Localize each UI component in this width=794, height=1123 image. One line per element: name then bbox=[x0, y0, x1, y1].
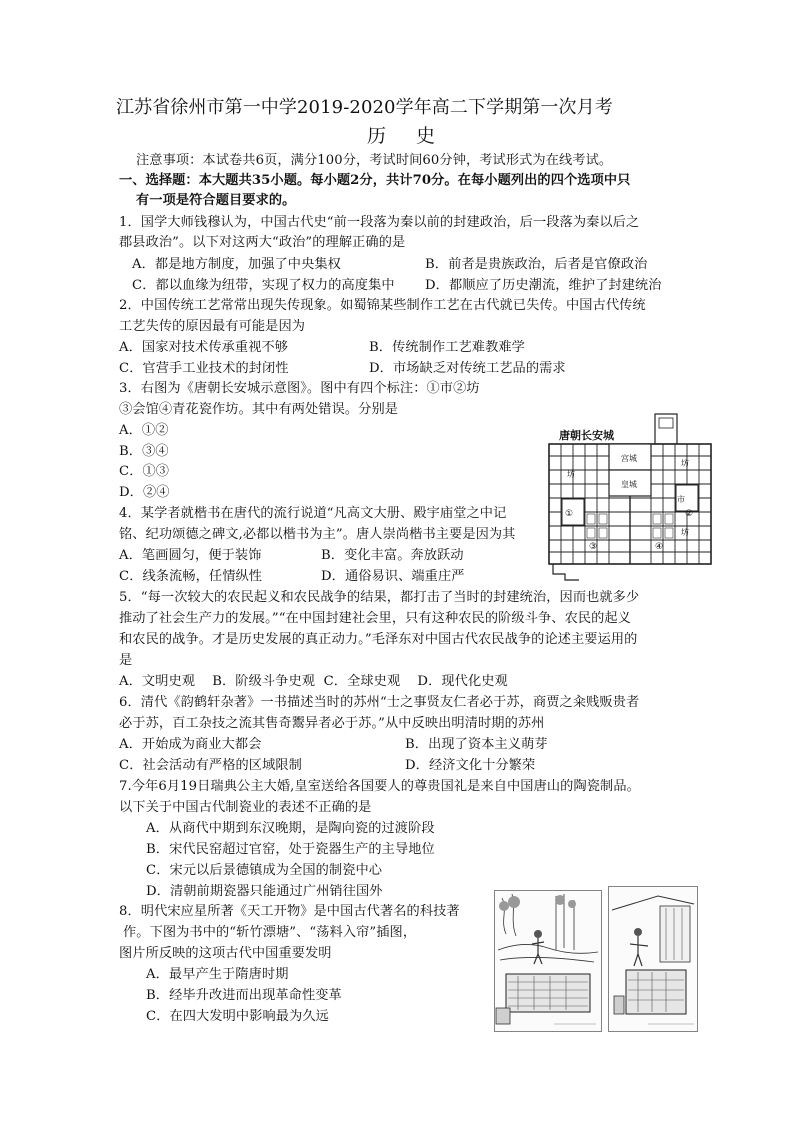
map-ward-label-east: 坊 bbox=[681, 459, 689, 468]
question-4-option-b: B．变化丰富。奔放跃动 bbox=[321, 548, 464, 563]
question-2-option-d: D．市场缺乏对传统工艺品的需求 bbox=[369, 361, 566, 376]
map-ward-label-southeast: 坊 bbox=[681, 528, 689, 537]
question-6-stem: 6．清代《韵鹤轩杂著》一书描述当时的苏州“士之事贤友仁者必于苏，商贾之籴贱贩贵者 bbox=[119, 695, 640, 710]
question-7-stem: 7.今年6月19日瑞典公主大婚,皇室送给各国要人的尊贵国礼是来自中国唐山的陶瓷制品。 bbox=[119, 779, 640, 794]
question-5-stem-2: 推动了社会生产力的发展。”“在中国封建社会里，只有这种农民的阶级斗争、农民的起义 bbox=[119, 611, 632, 626]
question-5-stem-3: 和农民的战争。才是历史发展的真正动力。”毛泽东对中国古代农民战争的论述主要运用的 bbox=[119, 632, 638, 647]
question-6-option-a: A．开始成为商业大都会 bbox=[119, 737, 262, 752]
question-4-stem: 4．某学者就楷书在唐代的流行说道“凡高文大册、殿宇庙堂之中记 bbox=[119, 506, 507, 521]
question-1-option-a: A．都是地方制度，加强了中央集权 bbox=[132, 257, 341, 272]
question-8-stem-3: 图片所反映的这项古代中国重要发明 bbox=[119, 946, 332, 961]
map-mark-2: ② bbox=[685, 509, 694, 519]
question-2-option-a: A．国家对技术传承重视不够 bbox=[119, 340, 289, 355]
map-palace-label: 宫城 bbox=[621, 454, 637, 463]
question-5-stem: 5．“每一次较大的农民起义和农民战争的结果，都打击了当时的封建统治，因而也就多少 bbox=[119, 590, 640, 605]
question-1-option-b: B．前者是贵族政治，后者是官僚政治 bbox=[425, 257, 648, 272]
exam-title: 江苏省徐州市第一中学2019-2020学年高二下学期第一次月考 bbox=[116, 97, 613, 118]
question-1-stem-cont: 郡县政治”。以下对这两大“政治”的理解正确的是 bbox=[119, 235, 406, 250]
question-3-option-b: B．③④ bbox=[119, 444, 169, 459]
section-heading-cont: 有一项是符合题目要求的。 bbox=[136, 193, 296, 208]
question-2-option-b: B．传统制作工艺难教难学 bbox=[369, 340, 525, 355]
exam-notice: 注意事项：本试卷共6页，满分100分，考试时间60分钟，考试形式为在线考试。 bbox=[136, 153, 613, 168]
map-mark-3: ③ bbox=[589, 542, 598, 552]
question-3-stem: 3．右图为《唐朝长安城示意图》。图中有四个标注：①市②坊 bbox=[119, 381, 480, 396]
map-ward-label-west: 坊 bbox=[567, 470, 575, 479]
question-3-option-a: A．①② bbox=[119, 423, 169, 438]
question-1-option-c: C．都以血缘为纽带，实现了权力的高度集中 bbox=[132, 278, 395, 293]
question-6-option-b: B．出现了资本主义萌芽 bbox=[405, 737, 548, 752]
question-3-option-d: D．②④ bbox=[119, 485, 170, 500]
question-8-option-c: C．在四大发明中影响最为久远 bbox=[146, 1009, 329, 1024]
question-4-option-a: A．笔画圆匀，便于装饰 bbox=[119, 548, 262, 563]
question-8-option-a: A．最早产生于隋唐时期 bbox=[146, 967, 289, 982]
question-1-option-d: D．都顺应了历史潮流，维护了封建统治 bbox=[425, 278, 662, 293]
question-7-stem-cont: 以下关于中国古代制瓷业的表述不正确的是 bbox=[119, 800, 372, 815]
question-4-option-c: C．线条流畅，任情纵性 bbox=[119, 569, 263, 584]
question-6-option-c: C．社会活动有严格的区域限制 bbox=[119, 758, 302, 773]
subject-title: 历 史 bbox=[367, 125, 448, 147]
changan-map-figure bbox=[545, 412, 717, 582]
question-8-stem-2: 作。下图为书中的“斩竹漂塘”、“荡料入帘”插图， bbox=[123, 925, 417, 940]
map-imperial-label: 皇城 bbox=[621, 480, 637, 489]
question-2-option-c: C．官营手工业技术的封闭性 bbox=[119, 361, 289, 376]
question-8-option-b: B．经毕升改进而出现革命性变革 bbox=[146, 988, 342, 1003]
question-4-stem-cont: 铭、纪功颂德之碑文,必都以楷书为主”。唐人崇尚楷书主要是因为其 bbox=[119, 527, 516, 542]
map-title: 唐朝长安城 bbox=[559, 429, 614, 442]
question-7-option-d: D．清朝前期瓷器只能通过广州销往国外 bbox=[146, 884, 383, 899]
question-2-stem: 2．中国传统工艺常常出现失传现象。如蜀锦某些制作工艺在古代就已失传。中国古代传统 bbox=[119, 298, 646, 313]
paper-dipping-illustration bbox=[608, 886, 698, 1032]
question-3-stem-cont: ③会馆④青花瓷作坊。其中有两处错误。分别是 bbox=[119, 402, 399, 417]
question-6-stem-cont: 必于苏，百工杂技之流其售奇鬻异者必于苏。”从中反映出明清时期的苏州 bbox=[119, 716, 545, 731]
map-mark-4: ④ bbox=[655, 542, 664, 552]
bamboo-soaking-illustration bbox=[494, 890, 602, 1032]
map-market-label: 市 bbox=[677, 495, 685, 504]
question-6-option-d: D．经济文化十分繁荣 bbox=[405, 758, 536, 773]
question-7-option-b: B．宋代民窑超过官窑，处于瓷器生产的主导地位 bbox=[146, 842, 435, 857]
question-5-options: A．文明史观 B．阶级斗争史观 C．全球史观 D．现代化史观 bbox=[119, 674, 508, 689]
question-5-stem-4: 是 bbox=[119, 653, 133, 668]
question-4-option-d: D．通俗易识、端重庄严 bbox=[321, 569, 465, 584]
section-heading: 一、选择题：本大题共35小题。每小题2分，共计70分。在每小题列出的四个选项中只 bbox=[119, 173, 631, 188]
question-8-stem: 8．明代宋应星所著《天工开物》是中国古代著名的科技著 bbox=[119, 904, 460, 919]
question-3-option-c: C．①③ bbox=[119, 464, 170, 479]
map-mark-1: ① bbox=[565, 509, 574, 519]
question-1-stem: 1．国学大师钱穆认为，中国古代史“前一段落为秦以前的封建政治，后一段落为秦以后之 bbox=[119, 215, 640, 230]
question-7-option-c: C．宋元以后景德镇成为全国的制瓷中心 bbox=[146, 863, 383, 878]
question-2-stem-cont: 工艺失传的原因最有可能是因为 bbox=[119, 319, 306, 334]
question-7-option-a: A．从商代中期到东汉晚期，是陶向瓷的过渡阶段 bbox=[146, 821, 435, 836]
